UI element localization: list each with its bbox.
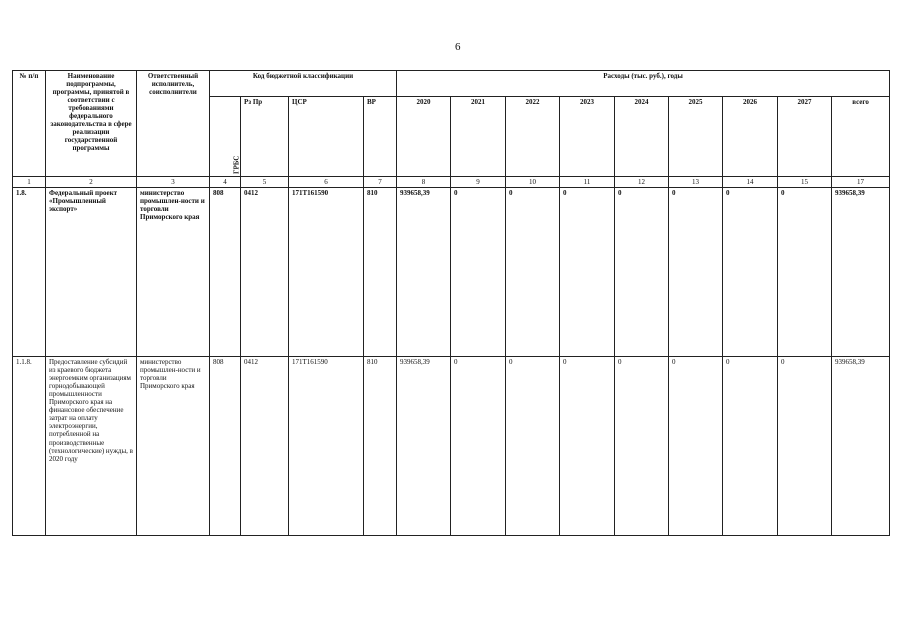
header-year: 2025: [669, 97, 723, 177]
header-budget-code: Код бюджетной классификации: [210, 71, 397, 97]
header-total: всего: [832, 97, 890, 177]
row-rzpr: 0412: [241, 188, 289, 357]
header-year: 2021: [451, 97, 506, 177]
column-index: 15: [778, 177, 832, 188]
row-rzpr: 0412: [241, 357, 289, 536]
row-value: 0: [560, 188, 615, 357]
table-row: [13, 357, 890, 536]
row-value: 0: [560, 357, 615, 536]
row-value: 0: [723, 357, 778, 536]
row-value: 939658,39: [397, 357, 451, 536]
column-index: 1: [13, 177, 46, 188]
column-index: 13: [669, 177, 723, 188]
row-total: 939658,39: [832, 188, 890, 357]
header-grbs: ГРБС: [210, 97, 241, 177]
header-year: 2020: [397, 97, 451, 177]
row-value: 0: [723, 188, 778, 357]
row-name: Предоставление субсидий из краевого бюджета энергоемким организациям горнодобывающей промышленности Приморского края на финансовое обеспечение затрат на оплату электроэнергии, потребленной на производственные (технологические) нужды, в 2020 году: [46, 357, 137, 536]
row-name: Федеральный проект «Промышленный экспорт»: [46, 188, 137, 357]
row-value: 0: [451, 357, 506, 536]
row-grbs: 808: [210, 188, 241, 357]
row-value: 0: [669, 357, 723, 536]
row-value: 0: [451, 188, 506, 357]
column-index: 5: [241, 177, 289, 188]
row-value: 0: [506, 357, 560, 536]
row-value: 0: [615, 357, 669, 536]
column-index: 17: [832, 177, 890, 188]
row-csr: 171Т161590: [289, 188, 364, 357]
header-num: № п/п: [13, 71, 46, 177]
row-csr: 171Т161590: [289, 357, 364, 536]
column-index: 11: [560, 177, 615, 188]
page-number: 6: [455, 41, 461, 53]
column-index: 3: [137, 177, 210, 188]
header-year: 2023: [560, 97, 615, 177]
row-value: 0: [778, 188, 832, 357]
column-index: 6: [289, 177, 364, 188]
header-year: 2026: [723, 97, 778, 177]
column-index: 2: [46, 177, 137, 188]
column-index: 10: [506, 177, 560, 188]
row-executor: министерство промышлен-ности и торговли Приморского края: [137, 357, 210, 536]
column-index-row: [13, 177, 890, 188]
header-year: 2027: [778, 97, 832, 177]
row-value: 0: [778, 357, 832, 536]
row-executor: министерство промышлен-ности и торговли Приморского края: [137, 188, 210, 357]
budget-table: [12, 70, 890, 536]
row-value: 0: [669, 188, 723, 357]
header-year: 2022: [506, 97, 560, 177]
header-executor: Ответственный исполнитель, соисполнители: [137, 71, 210, 177]
header-year: 2024: [615, 97, 669, 177]
table-row: [13, 188, 890, 357]
row-num: 1.8.: [13, 188, 46, 357]
column-index: 14: [723, 177, 778, 188]
row-vr: 810: [364, 357, 397, 536]
header-rzpr: Рз Пр: [241, 97, 289, 177]
column-index: 12: [615, 177, 669, 188]
row-value: 939658,39: [397, 188, 451, 357]
header-csr: ЦСР: [289, 97, 364, 177]
column-index: 9: [451, 177, 506, 188]
row-num: 1.1.8.: [13, 357, 46, 536]
row-value: 0: [506, 188, 560, 357]
row-grbs: 808: [210, 357, 241, 536]
column-index: 8: [397, 177, 451, 188]
header-name: Наименование подпрограммы, программы, принятой в соответствии с требованиями федерального законодательства в сфере реализации государственной программы: [46, 71, 137, 177]
row-total: 939658,39: [832, 357, 890, 536]
header-row-1: [13, 71, 890, 97]
column-index: 7: [364, 177, 397, 188]
header-vr: ВР: [364, 97, 397, 177]
column-index: 4: [210, 177, 241, 188]
header-expenses: Расходы (тыс. руб.), годы: [397, 71, 890, 97]
row-value: 0: [615, 188, 669, 357]
row-vr: 810: [364, 188, 397, 357]
